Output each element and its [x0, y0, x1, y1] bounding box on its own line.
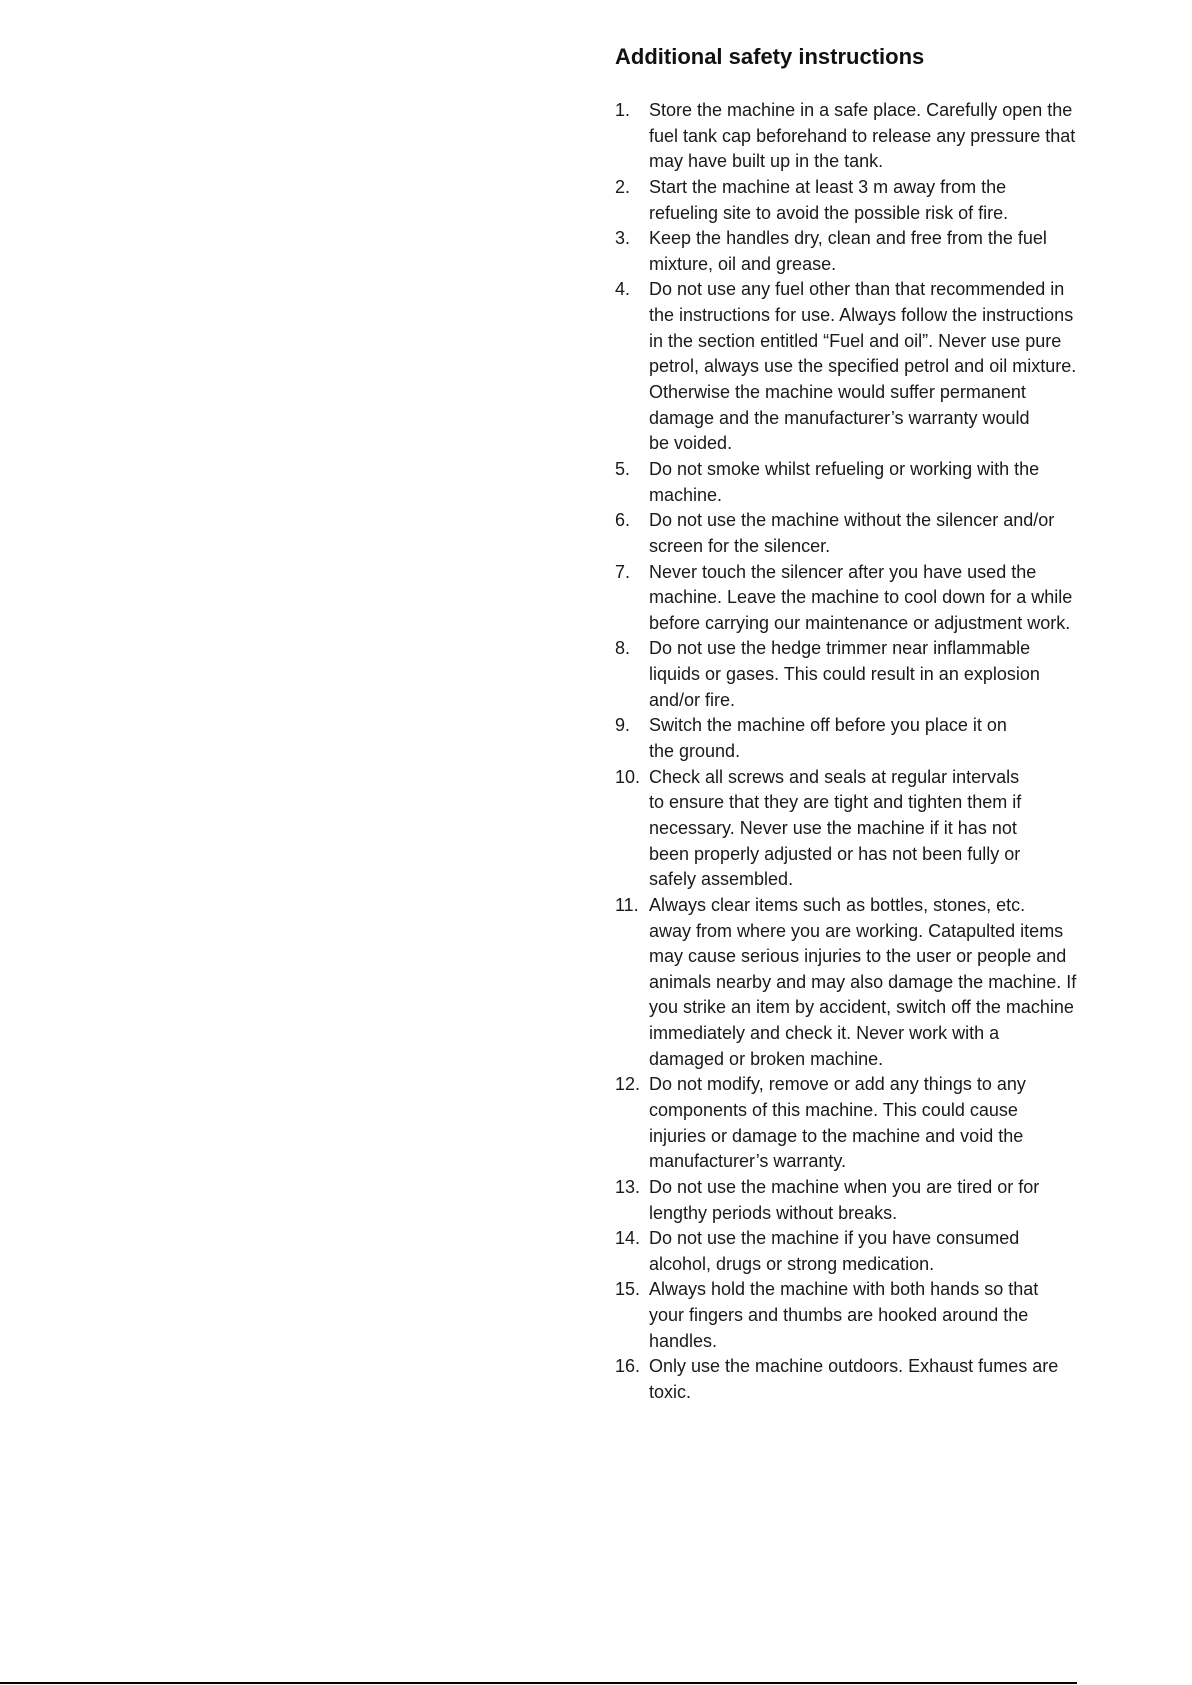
list-item-text-line: Only use the machine outdoors. Exhaust fumes are	[649, 1356, 1059, 1377]
list-item-text-line: before carrying our maintenance or adjustment work.	[649, 612, 1071, 633]
list-item-text-line: Keep the handles dry, clean and free from the fuel	[649, 228, 1047, 249]
list-item-number: 11.	[615, 894, 639, 915]
list-item	[615, 765, 1175, 893]
list-item-number: 5.	[615, 458, 631, 479]
list-item-text-line: manufacturer’s warranty.	[649, 1151, 847, 1172]
list-item-text-line: to ensure that they are tight and tighten them if	[649, 792, 1022, 813]
list-item	[615, 226, 1175, 277]
list-item-text-line: Store the machine in a safe place. Carefully open the	[649, 100, 1073, 120]
list-item-text-line: handles.	[649, 1330, 718, 1351]
list-item	[615, 1072, 1175, 1175]
list-item-text-line: damaged or broken machine.	[649, 1048, 884, 1069]
page-bottom-rule	[0, 1682, 1077, 1684]
list-item-text-line: may cause serious injuries to the user or people and	[649, 946, 1067, 967]
list-item-text-line: Never touch the silencer after you have used the	[649, 561, 1037, 582]
list-item-text-line: refueling site to avoid the possible risk of fire.	[649, 202, 1009, 223]
list-item-text-line: and/or fire.	[649, 689, 736, 710]
list-item-text-line: alcohol, drugs or strong medication.	[649, 1253, 935, 1274]
list-item-text-line: Do not use the hedge trimmer near inflammable	[649, 638, 1031, 659]
list-item-number: 7.	[615, 561, 631, 582]
list-item-text-line: your fingers and thumbs are hooked around the	[649, 1305, 1029, 1326]
list-item	[615, 175, 1175, 226]
list-item-text-line: Otherwise the machine would suffer permanent	[649, 382, 1026, 403]
list-item	[615, 713, 1175, 764]
list-item	[615, 508, 1175, 559]
list-item-text-line: fuel tank cap beforehand to release any pressure that	[649, 125, 1076, 146]
list-item	[615, 560, 1175, 637]
list-item-text-line: Do not use any fuel other than that recommended in	[649, 279, 1065, 300]
list-item-text-line: machine. Leave the machine to cool down for a while	[649, 587, 1073, 608]
list-item-text-line: Check all screws and seals at regular intervals	[649, 766, 1020, 787]
list-item-number: 12.	[615, 1074, 641, 1095]
list-item	[615, 277, 1175, 456]
list-item-text-line: components of this machine. This could cause	[649, 1099, 1018, 1120]
list-item-text-line: lengthy periods without breaks.	[649, 1202, 898, 1223]
list-item-text-line: damage and the manufacturer’s warranty would	[649, 407, 1030, 428]
safety-instructions-list	[615, 98, 1175, 1406]
list-item-text-line: Do not use the machine without the silencer and/or	[649, 510, 1055, 531]
list-item-number: 9.	[615, 715, 631, 736]
list-item-number: 4.	[615, 279, 631, 300]
list-item-text-line: Do not modify, remove or add any things to any	[649, 1074, 1026, 1095]
list-item-text-line: Do not use the machine when you are tired or for	[649, 1176, 1040, 1197]
list-item-text-line: liquids or gases. This could result in an explosion	[649, 664, 1040, 685]
list-item-text-line: safely assembled.	[649, 869, 794, 890]
list-item-text-line: Do not smoke whilst refueling or working with the	[649, 458, 1040, 479]
list-item-number: 13.	[615, 1176, 641, 1197]
list-item	[615, 1277, 1175, 1354]
list-item-text-line: necessary. Never use the machine if it has not	[649, 817, 1017, 838]
list-item-number: 8.	[615, 638, 631, 659]
list-item-text-line: Switch the machine off before you place it on	[649, 715, 1007, 736]
list-item	[615, 98, 1175, 175]
list-item-text-line: may have built up in the tank.	[649, 151, 884, 172]
list-item-text-line: machine.	[649, 484, 723, 505]
page-title: Additional safety instructions	[615, 44, 925, 69]
list-item-text-line: Start the machine at least 3 m away from the	[649, 176, 1007, 197]
list-item-text-line: the instructions for use. Always follow the instructions	[649, 305, 1074, 326]
list-item-number: 2.	[615, 176, 631, 197]
list-item	[615, 1175, 1175, 1226]
list-item-number: 15.	[615, 1279, 641, 1300]
list-item-text-line: Always hold the machine with both hands so that	[649, 1279, 1039, 1300]
list-item-number: 3.	[615, 228, 631, 249]
list-item-number: 6.	[615, 510, 631, 531]
list-item-text-line: Always clear items such as bottles, stones, etc.	[649, 894, 1026, 915]
list-item-text-line: been properly adjusted or has not been fully or	[649, 843, 1021, 864]
list-item-number: 1.	[615, 100, 631, 120]
list-item-text-line: be voided.	[649, 433, 733, 454]
list-item-text-line: screen for the silencer.	[649, 535, 831, 556]
list-item-text-line: in the section entitled “Fuel and oil”. Never use pure	[649, 330, 1062, 351]
list-item-text-line: immediately and check it. Never work with a	[649, 1023, 1000, 1044]
list-item-text-line: the ground.	[649, 741, 741, 762]
list-item-text-line: animals nearby and may also damage the machine. If	[649, 971, 1077, 992]
list-item-text-line: toxic.	[649, 1382, 692, 1403]
list-item-text-line: mixture, oil and grease.	[649, 253, 837, 274]
list-item-number: 16.	[615, 1356, 641, 1377]
list-item-number: 10.	[615, 766, 641, 787]
list-item	[615, 893, 1175, 1072]
list-item	[615, 1354, 1175, 1405]
list-item	[615, 1226, 1175, 1277]
list-item	[615, 636, 1175, 713]
list-item-text-line: you strike an item by accident, switch off the machine	[649, 997, 1074, 1018]
list-item-text-line: petrol, always use the specified petrol and oil mixture.	[649, 356, 1077, 377]
list-item	[615, 457, 1175, 508]
list-item-number: 14.	[615, 1228, 641, 1249]
list-item-text-line: away from where you are working. Catapulted items	[649, 920, 1064, 941]
list-item-text-line: Do not use the machine if you have consumed	[649, 1228, 1020, 1249]
list-item-text-line: injuries or damage to the machine and void the	[649, 1125, 1024, 1146]
